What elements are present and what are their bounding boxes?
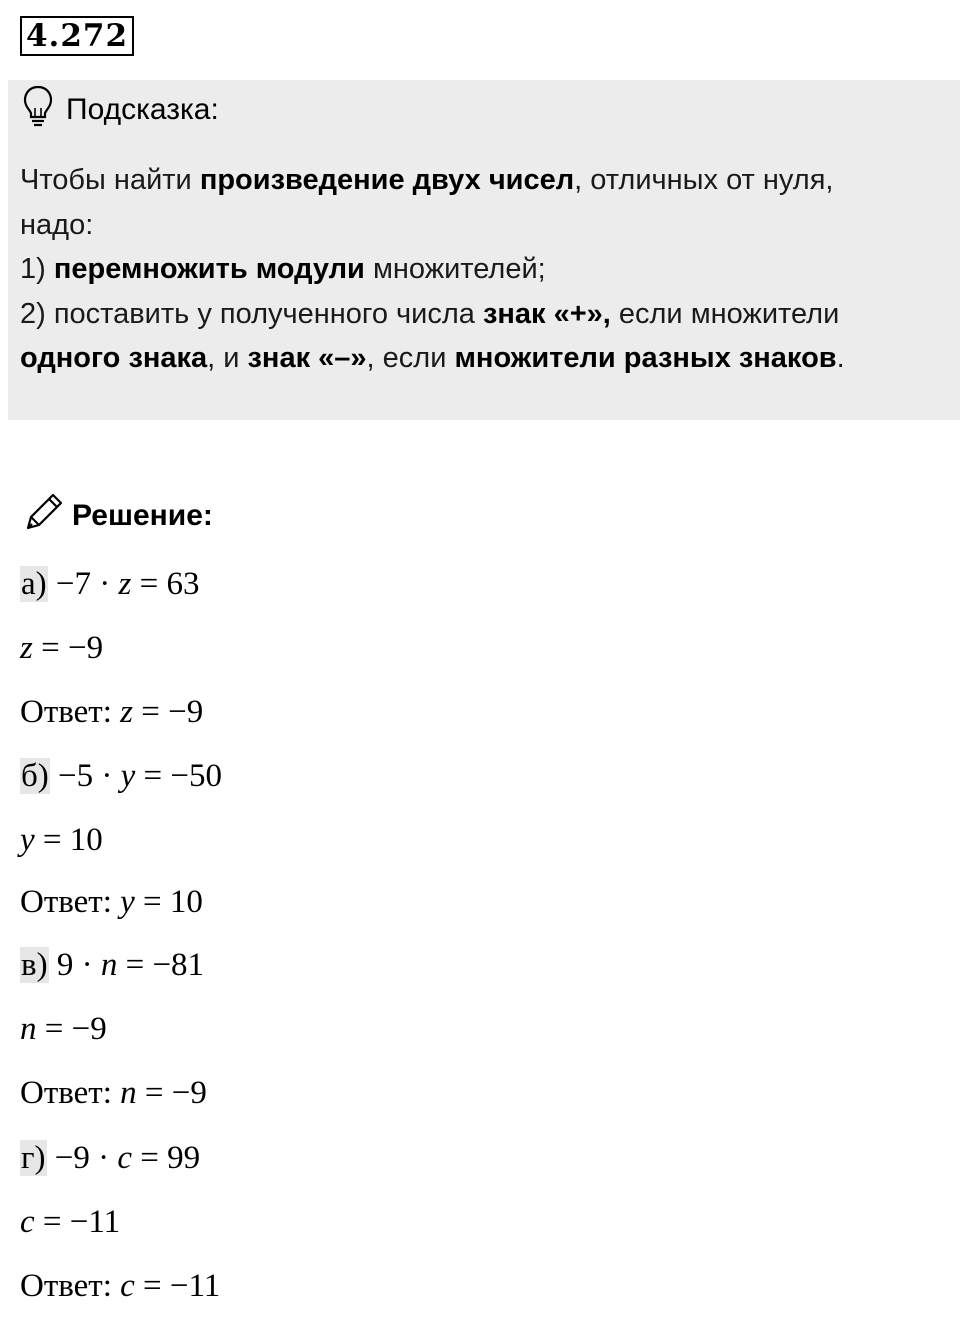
equation-line: г) −9 · c = 99 xyxy=(21,1140,201,1176)
hint-line: Чтобы найти произведение двух чисел, отличных от нуля, xyxy=(20,164,834,196)
answer-line: Ответ: c = −11 xyxy=(20,1268,221,1304)
hint-line: 2) поставить у полученного числа знак «+», если множители xyxy=(20,297,840,330)
equation-line: в) 9 · n = −81 xyxy=(21,947,205,983)
problem-number: 4.272 xyxy=(20,16,134,56)
equation-line: б) −5 · y = −50 xyxy=(21,758,223,794)
hint-header xyxy=(22,88,219,132)
answer-line: Ответ: n = −9 xyxy=(20,1075,207,1111)
solution-title: Решение: xyxy=(72,499,213,532)
solution-header xyxy=(22,492,213,540)
result-line: y = 10 xyxy=(20,822,103,858)
hint-line: одного знака, и знак «–», если множители разных знаков. xyxy=(20,342,845,374)
hint-line: 1) перемножить модули множителей; xyxy=(20,253,546,285)
part-label: б) xyxy=(21,758,49,794)
result-line: n = −9 xyxy=(20,1011,107,1047)
hint-text xyxy=(20,158,955,381)
part-label: а) xyxy=(21,566,47,602)
lightbulb-icon xyxy=(22,84,66,136)
answer-line: Ответ: y = 10 xyxy=(20,884,203,920)
answer-line: Ответ: z = −9 xyxy=(20,694,204,730)
result-line: z = −9 xyxy=(20,630,104,666)
equation-line: а) −7 · z = 63 xyxy=(21,566,200,602)
hint-line: надо: xyxy=(20,208,94,241)
result-line: c = −11 xyxy=(20,1204,121,1240)
part-label: г) xyxy=(21,1140,46,1176)
pencil-icon xyxy=(22,490,72,542)
hint-box xyxy=(8,80,960,420)
part-label: в) xyxy=(21,947,48,983)
hint-title: Подсказка: xyxy=(66,93,219,126)
